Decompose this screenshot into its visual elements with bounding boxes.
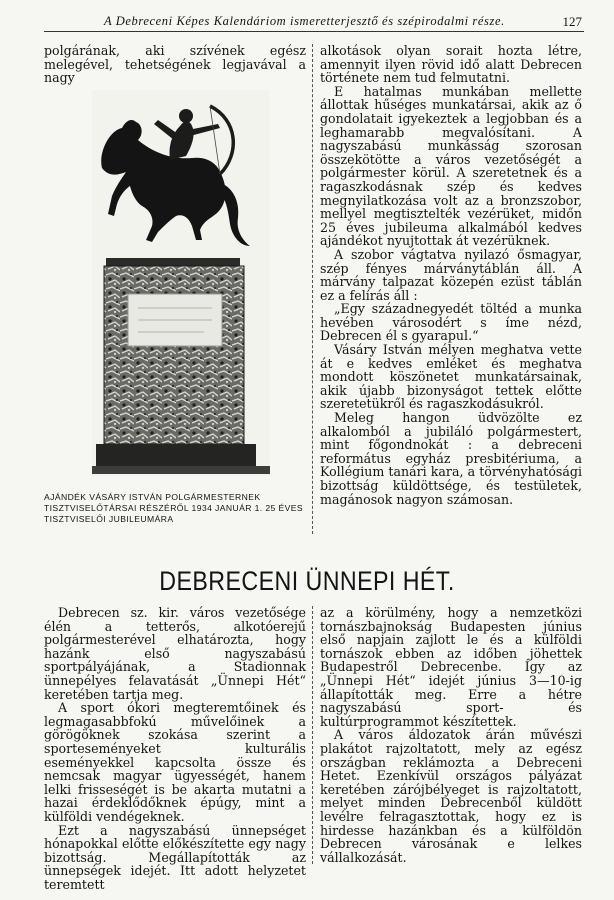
paragraph: Debrecen sz. kir. város vezetősége élén a tetterős, alkotóerejű polgármesterével elhatározta, hogy hazánk első nagyszabású sportpályájának, a Stadionnak ünnepélyes felavatását „Ünnepi Hét“ keretében tartja meg. xyxy=(44,605,306,702)
column-divider xyxy=(312,606,313,864)
paragraph: A sport ókori megteremtőinek és legmagasabbfokú művelőinek a görögöknek szokása szerint a sporteseményeket kulturális eseményekkel kapcsolta össze és nemcsak magyar ügyességét, hanem lelki frisseségét is be akarta mutatni a hazai érdeklődőknek épúgy, mint a külföldi vendégeknek. xyxy=(44,700,306,824)
running-title: A Debreceni Képes Kalendáriom ismeretterjesztő és szépirodalmi része. xyxy=(104,14,505,28)
statue-photograph xyxy=(92,90,270,476)
paragraph: A szobor vágtatva nyilazó ősmagyar, szép fényes márványtáblán áll. A márvány talpazat közepén ezüst táblán ez a felírás áll : xyxy=(320,246,582,303)
figure-caption: AJÁNDÉK VÁSÁRY ISTVÁN POLGÁRMESTERNEK TISZTVISELŐTÁRSAI RÉSZÉRŐL 1934 JANUÁR 1. 25 ÉVES TISZTVISELŐI JUBILEUMÁRA xyxy=(44,492,304,524)
paragraph: alkotások olyan sorait hozta létre, amennyit ilyen rövid idő alatt Debrecen története nem tud felmutatni. xyxy=(320,43,582,86)
bottom-right-column xyxy=(320,606,582,864)
top-right-column xyxy=(320,44,582,506)
paragraph: E hatalmas munkában mellette állottak hűséges munkatársai, akik az ő gondolatait igyekeztek a legjobban és a leghamarabb megvalósítani. A nagyszabású munkásság szorosan összekötötte a város vezetőségét a polgármester körül. A szeretetnek és a ragaszkodásnak szép és kedves megnyilatkozása volt az a bronzszobor, mellyel megtisztelték vezérüket, midőn 25 éves jubileuma alkalmából kedves ajándékot nyujtottak át vezérüknek. xyxy=(320,83,582,249)
inscription-quote: „Egy századnegyedét töltéd a munka hevében városodért s íme nézd, Debrecen él s gyarapul.“ xyxy=(320,301,582,344)
section-title: DEBRECENI ÜNNEPI HÉT. xyxy=(159,566,455,596)
bronze-statue-illustration xyxy=(92,90,270,476)
running-header xyxy=(44,12,584,32)
top-left-column xyxy=(44,44,306,85)
paragraph: Vásáry István mélyen meghatva vette át e kedves emléket és meghatva mondott köszönetet munkatársainak, akik újabb bizonyságot tettek előtte szeretetükről és ragaszkodásukról. xyxy=(320,342,582,412)
paragraph: polgárának, aki szívének egész melegével, tehetségének legjavával a nagy xyxy=(44,43,306,86)
header-rule xyxy=(44,31,584,32)
paragraph: A város áldozatok árán művészi plakátot rajzoltatott, mely az egész országban reklámozta a Debreceni Hetet. Ezenkívül országos pályázat keretében zárójbélyeget is rajzoltatott, melyet minden Debrecenből küldött levélre felragasztottak, hogy ez is hirdesse hazánkban és a külföldön Debrecen városának e lelkes vállalkozását. xyxy=(320,727,582,865)
bottom-left-column xyxy=(44,606,306,891)
page-number: 127 xyxy=(562,14,582,29)
paragraph: az a körülmény, hogy a nemzetközi tornászbajnokság Budapesten június első napjain zajlott le és a külföldi tornászok ebben az időben jöhettek Budapestről Debrecenbe. Így az „Ünnepi Hét“ idejét június 3—10-ig állapították meg. Erre a hétre nagyszabású sport- és kultúrprogrammot készítettek. xyxy=(320,605,582,729)
paragraph: Ezt a nagyszabású ünnepséget hónapokkal előtte előkészítette egy nagy bizottság. Megállapították az ünnepségek idejét. Itt adott helyzetet teremtett xyxy=(44,822,306,892)
paragraph: Meleg hangon üdvözölte ez alkalomból a jubiláló polgármestert, mint főgondnokát : a debreceni református egyház presbitériuma, a Kollégium tanári kara, a törvényhatósági bizottság küldöttsége, és testületek, magánosok nagyon számosan. xyxy=(320,410,582,507)
column-divider xyxy=(312,44,313,534)
